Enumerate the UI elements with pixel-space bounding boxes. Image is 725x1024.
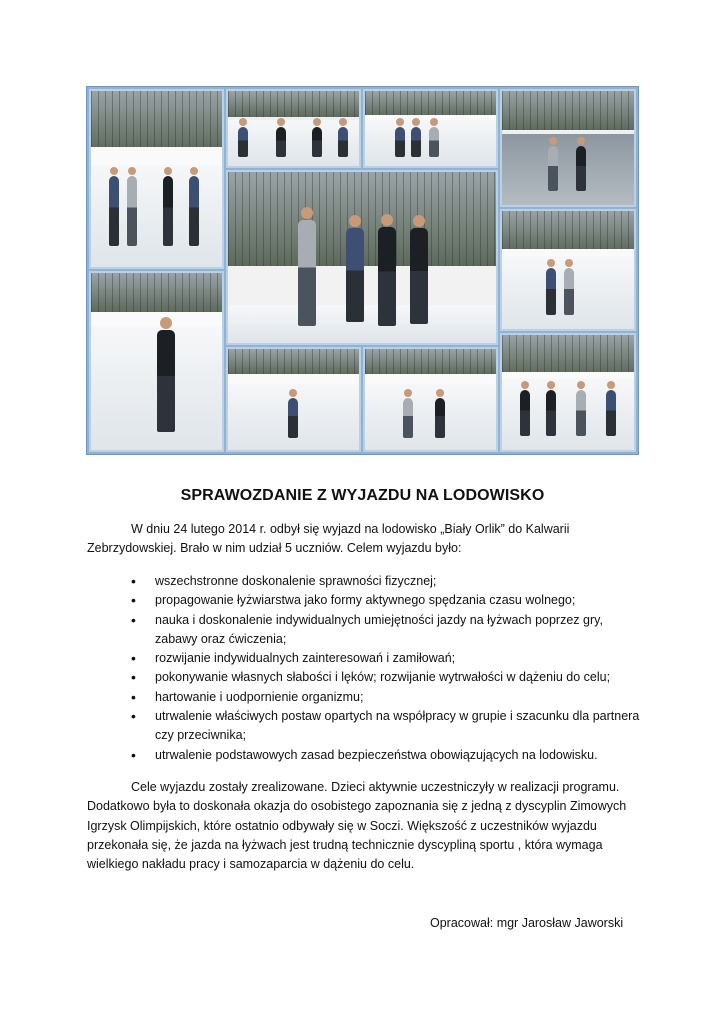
collage-photo-pair-skating [500, 209, 636, 331]
collage-photo-single-skater [89, 271, 224, 452]
collage-photo-skaters-at-fence [89, 89, 224, 269]
collage-photo-group-at-boards [363, 89, 498, 168]
intro-paragraph [87, 520, 643, 559]
collage-photo-skating-chain [500, 333, 636, 452]
goal-item: • nauka i doskonalenie indywidualnych umiejętności jazdy na łyżwach poprzez gry, zabawy oraz ćwiczenia; [87, 611, 643, 650]
goal-item: • wszechstronne doskonalenie sprawności fizycznej; [87, 572, 643, 591]
goal-item: • hartowanie i uodpornienie organizmu; [87, 688, 643, 707]
photo-collage [86, 86, 639, 455]
collage-photo-two-skaters-bending [363, 347, 498, 452]
collage-photo-skater-bending [226, 347, 361, 452]
report-title: SPRAWOZDANIE Z WYJAZDU NA LODOWISKO [180, 487, 545, 504]
intro-text: W dniu 24 lutego 2014 r. odbył się wyjazd na lodowisko „Biały Orlik” do Kalwarii Zebrzydowskiej. Brało w nim udział 5 uczniów. Celem wyjazdu było: [87, 522, 570, 556]
summary-paragraph [87, 778, 643, 874]
summary-text: Cele wyjazdu zostały zrealizowane. Dzieci aktywnie uczestniczyły w realizacji programu. Dodatkowo była to doskonała okazja do osobistego zapoznania się z jedną z dyscyplin Zimowych Igrzysk Olimpijskich, które ostatnio odbywały się w Soczi. Większość z uczestników wyjazdu przekonała się, że jazda na łyżwach jest trudną technicznie dyscypliną sportu , która wymaga wielkiego nakładu pracy i samozaparcia w dążeniu do celu. [87, 780, 627, 872]
goal-item: • utrwalenie właściwych postaw opartych na współpracy w grupie i szacunku dla partnera czy przeciwnika; [87, 707, 643, 746]
collage-photo-group-portrait [226, 170, 498, 345]
goal-item: • rozwijanie indywidualnych zainteresowań i zamiłowań; [87, 649, 643, 668]
goal-item: • pokonywanie własnych słabości i lęków; rozwijanie wytrwałości w dążeniu do celu; [87, 668, 643, 687]
goal-item: • utrwalenie podstawowych zasad bezpieczeństwa obowiązujących na lodowisku. [87, 746, 643, 765]
collage-photo-skaters-holding-hands [226, 89, 361, 168]
goals-list [87, 572, 643, 765]
collage-photo-two-skaters [500, 89, 636, 207]
author-signature: Opracował: mgr Jarosław Jaworski [430, 916, 624, 930]
goal-item: • propagowanie łyżwiarstwa jako formy aktywnego spędzania czasu wolnego; [87, 591, 643, 610]
